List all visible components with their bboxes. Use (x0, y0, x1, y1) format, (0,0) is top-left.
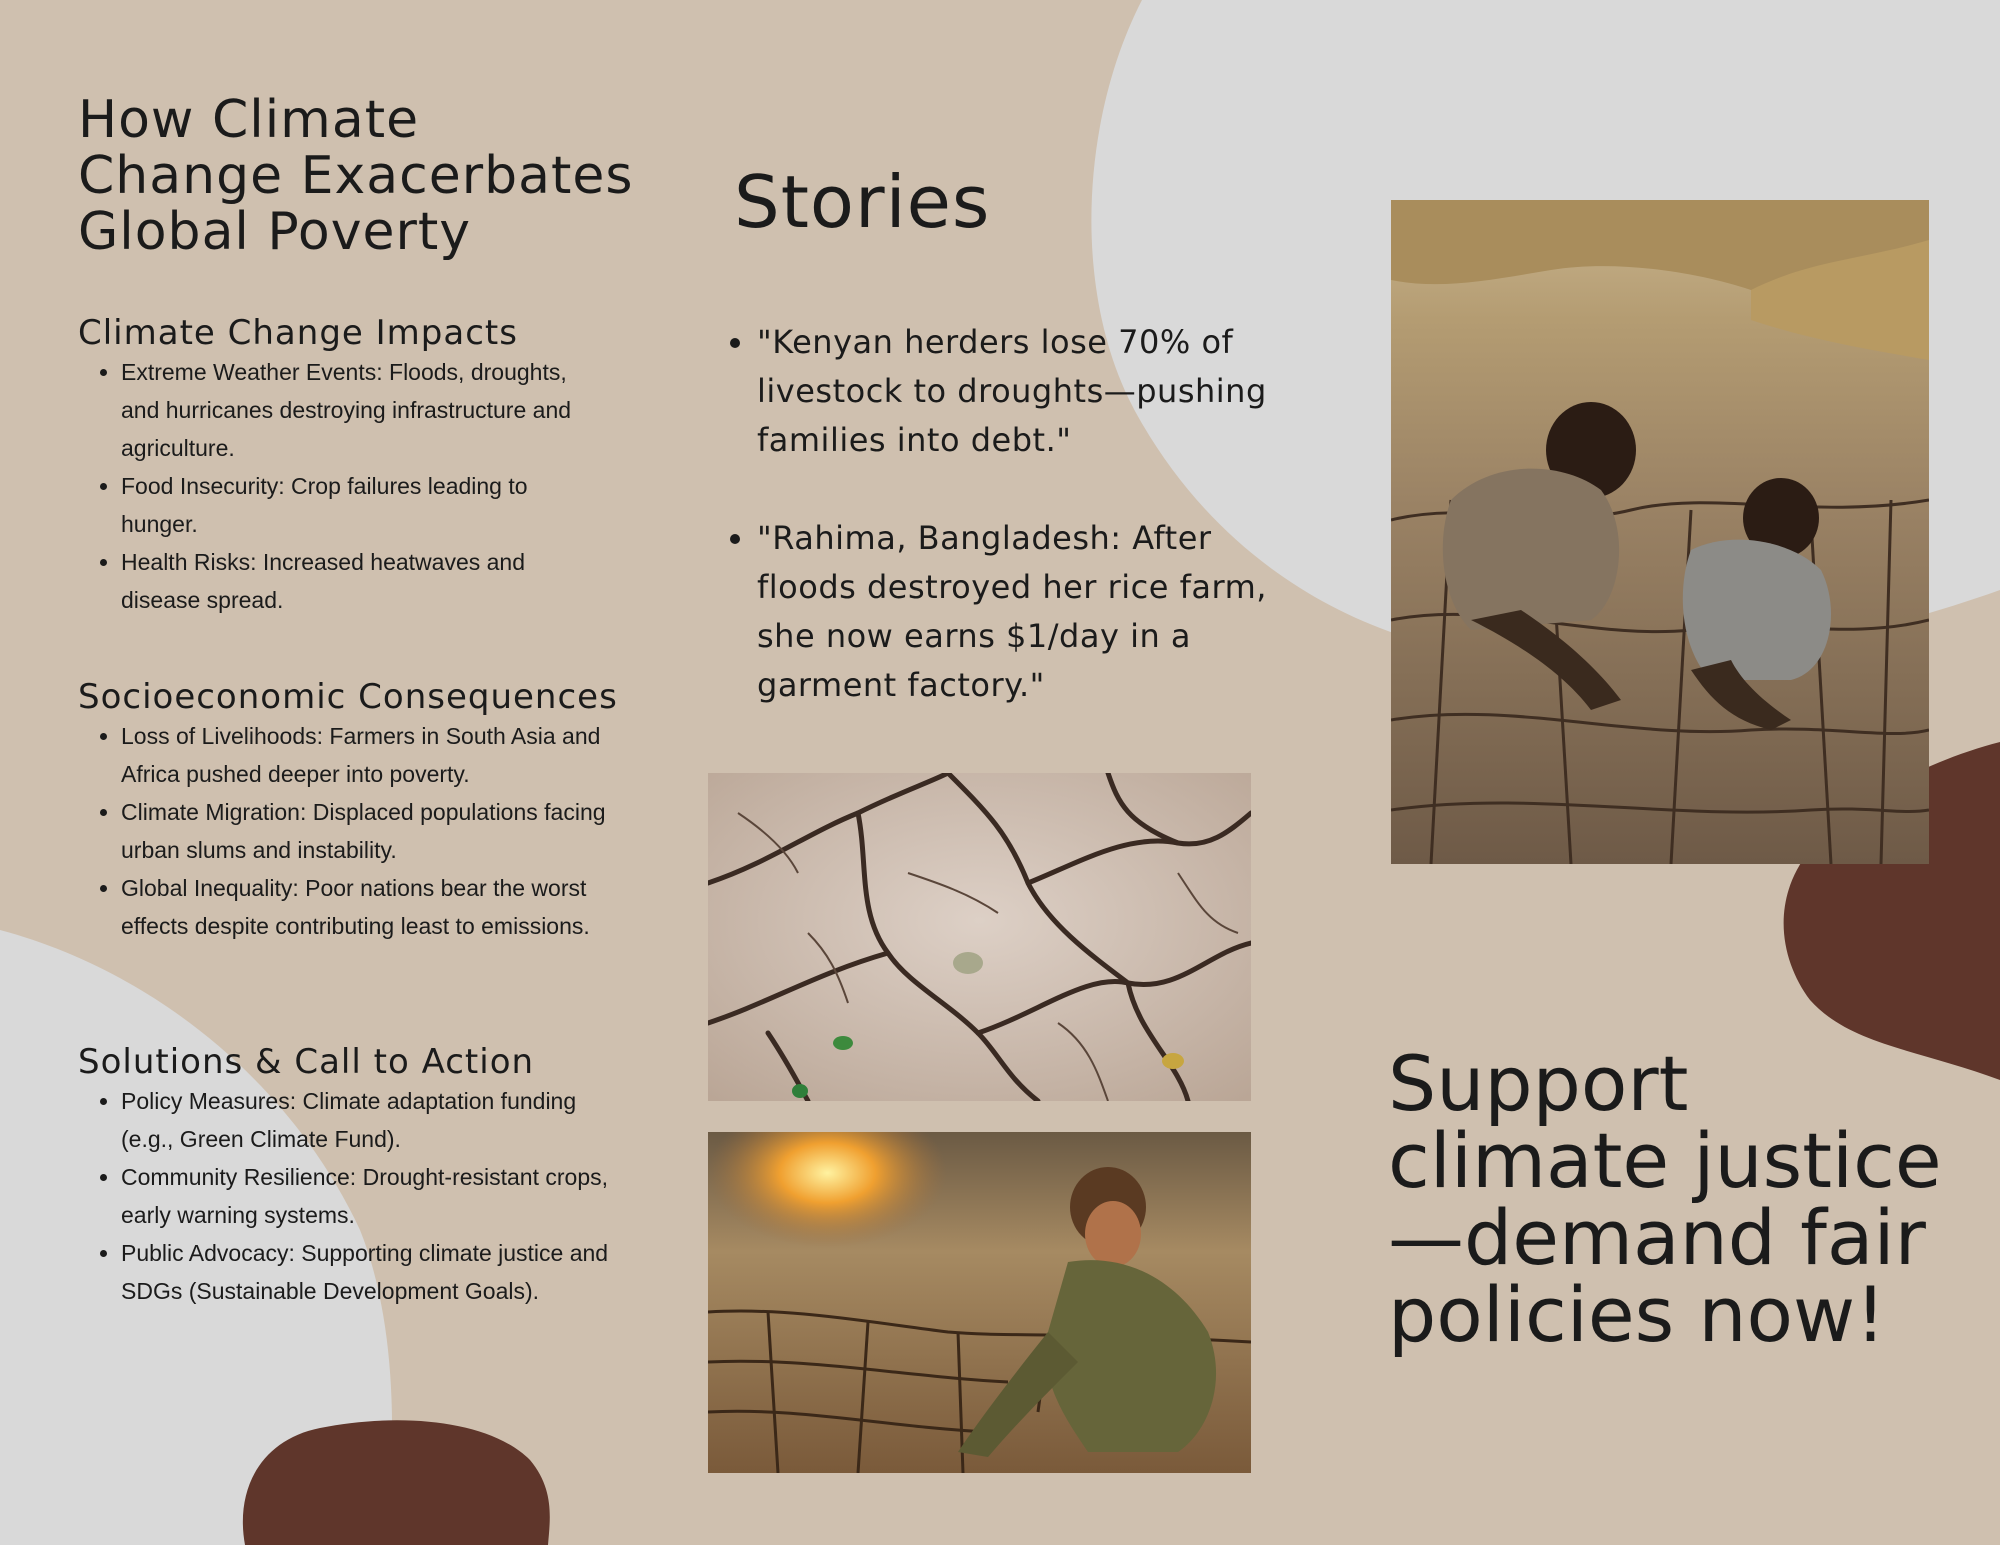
children-on-drought-land-photo (1391, 200, 1929, 864)
main-title: How Climate Change Exacerbates Global Poverty (78, 90, 634, 262)
list-item: • Extreme Weather Events: Floods, droughts, and hurricanes destroying infrastructure and agriculture. (121, 353, 598, 467)
section-solutions (78, 1042, 618, 1310)
bullet-list (78, 1082, 618, 1310)
list-item: • Community Resilience: Drought-resistant crops, early warning systems. (121, 1158, 618, 1234)
stories-list (722, 318, 1297, 759)
story-quote: • "Rahima, Bangladesh: After floods destroyed her rice farm, she now earns $1/day in a garment factory." (757, 514, 1297, 710)
bullet-list (78, 353, 598, 619)
section-climate-impacts (78, 313, 598, 619)
section-heading: Socioeconomic Consequences (78, 677, 618, 717)
section-heading: Climate Change Impacts (78, 313, 518, 353)
list-item: • Loss of Livelihoods: Farmers in South Asia and Africa pushed deeper into poverty. (121, 717, 618, 793)
cracked-earth-photo (708, 773, 1251, 1101)
call-to-action: Support climate justice—demand fair policies now! (1388, 1039, 1942, 1359)
list-item: • Climate Migration: Displaced populations facing urban slums and instability. (121, 793, 618, 869)
list-item: • Policy Measures: Climate adaptation funding (e.g., Green Climate Fund). (121, 1082, 618, 1158)
stories-title: Stories (734, 160, 991, 244)
bullet-list (78, 717, 618, 945)
list-item: • Food Insecurity: Crop failures leading to hunger. (121, 467, 598, 543)
list-item: • Public Advocacy: Supporting climate justice and SDGs (Sustainable Development Goals). (121, 1234, 618, 1310)
story-quote: • "Kenyan herders lose 70% of livestock to droughts—pushing families into debt." (757, 318, 1297, 465)
list-item: • Global Inequality: Poor nations bear the worst effects despite contributing least to emissions. (121, 869, 618, 945)
list-item: • Health Risks: Increased heatwaves and disease spread. (121, 543, 598, 619)
section-socioeconomic (78, 677, 618, 945)
child-on-cracked-ground-photo (708, 1132, 1251, 1473)
section-heading: Solutions & Call to Action (78, 1042, 535, 1082)
